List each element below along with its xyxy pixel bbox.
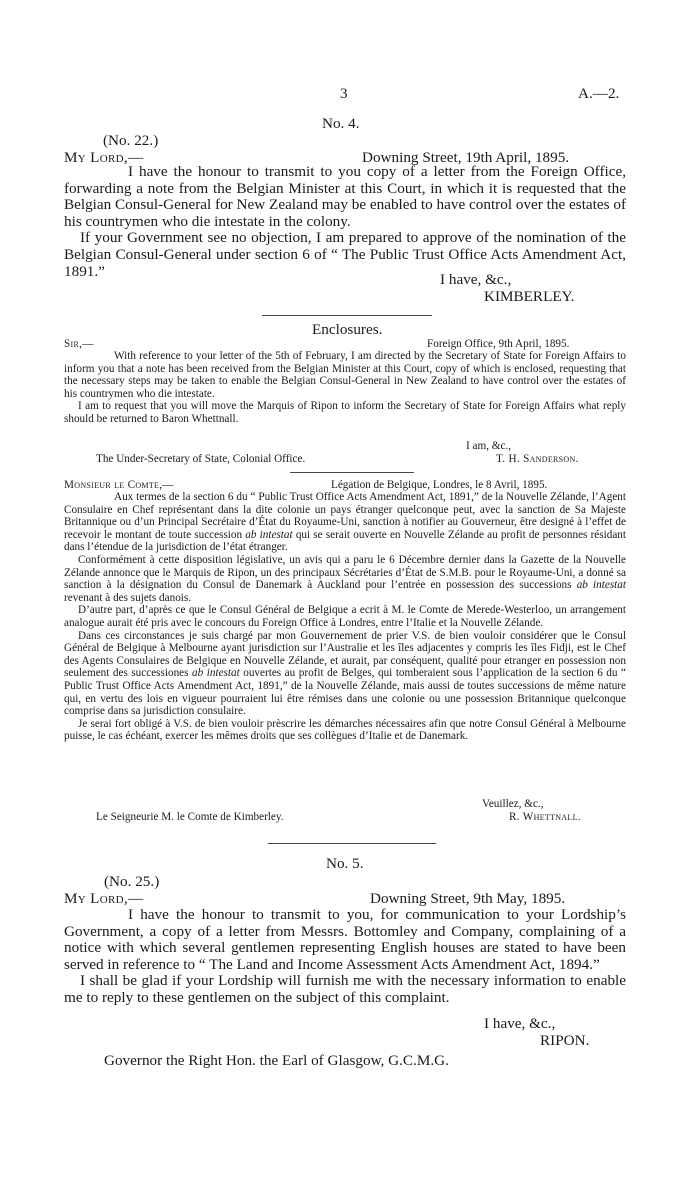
addressee-enclosure2: Le Seigneurie M. le Comte de Kimberley. <box>96 811 284 823</box>
paragraph: I have the honour to transmit to you copy of a letter from the Foreign Office, forwarding a note from the Belgian Minister at this Court, in which it is requested that the Belgian Consul-General for New Zealand may be enabled to have control over the estates of his countrymen who die intestate in the colony. <box>64 163 626 230</box>
letter-body-enclosure1 <box>64 350 626 426</box>
page-number: 3 <box>340 85 348 102</box>
letter-body-no4 <box>64 164 626 280</box>
enclosures-heading: Enclosures. <box>312 321 383 338</box>
paragraph: I have the honour to transmit to you, for communication to your Lordship’s Government, a copy of a letter from Messrs. Bottomley and Company, complaining of a notice with which several gentlemen representing English houses are stated to have been served in reference to “ The Land and Income Assessment Acts Amendment Act, 1894.” <box>64 906 626 973</box>
paragraph: D’autre part, d’après ce que le Consul Général de Belgique a ecrit à M. le Comte de Merede-Westerloo, un arrangement analogue aurait été pris avec le concours du Foreign Office à Londres, entre l’Italie et la Nouvelle Zélande. <box>64 604 626 629</box>
paragraph: Conformément à cette disposition législative, un avis qui a paru le 6 Décembre dernier dans la Gazette de la Nouvelle Zélande annonce que le Marquis de Ripon, un des principaux Sécrétaries d’État de S.M.B. pour le Royaume-Uni, a donné sa sanction à la désignation du Consul de Danemark à Auckland pour l’entrée en possession des successions ab intestat revenant à des sujets danois. <box>64 553 626 604</box>
signature-enclosure1: T. H. Sanderson. <box>496 453 579 465</box>
salutation-no5: My Lord,— <box>64 890 144 907</box>
addressee-no5: Governor the Right Hon. the Earl of Glasgow, G.C.M.G. <box>104 1052 449 1069</box>
divider <box>262 315 432 316</box>
dispatch-number-no4: (No. 22.) <box>103 132 159 149</box>
place-date-no4: Downing Street, 19th April, 1895. <box>362 149 570 166</box>
place-date-enclosure1: Foreign Office, 9th April, 1895. <box>427 338 570 350</box>
divider <box>290 472 414 473</box>
paragraph: I shall be glad if your Lordship will furnish me with the necessary information to enable me to reply to these gentlemen on the subject of this complaint. <box>64 972 626 1006</box>
paragraph: Dans ces circonstances je suis chargé par mon Gouvernement de prier V.S. de bien vouloir considérer que le Consul Général de Belgique à Melbourne ayant jurisdiction sur l’Australie et les îles adjacentes y compris les îles Fidji, est le Chef des Agents Consulaires de Belgique en Nouvelle Zélande, et aurait, par conséquent, qualité pour etranger en possession non seulement des successiones ab intestat ouvertes au profit de Belges, qui tomberaient sous l’application de la section 6 du “ Public Trust Office Acts Amendment Act, 1891,” de la Nouvelle Zélande, mais aussi de toutes successions de même nature qui, en vertu des lois en vigueur pourraient lui être rémises dans une colonie ou une possession Britannique quelconque comprise dans sa jurisdiction consulaire. <box>64 629 626 718</box>
place-date-no5: Downing Street, 9th May, 1895. <box>370 890 566 907</box>
dispatch-heading-no4: No. 4. <box>322 115 360 132</box>
paragraph: With reference to your letter of the 5th of February, I am directed by the Secretary of State for Foreign Affairs to inform you that a note has been received from the Belgian Minister at this Court, copy of which is enclosed, requesting that the necessary steps may be taken to enable the Belgian Consul-General in New Zealand to have control over the estates of his countrymen who die intestate. <box>64 350 626 400</box>
dispatch-heading-no5: No. 5. <box>326 855 364 872</box>
salutation-enclosure2: Monsieur le Comte,— <box>64 479 174 491</box>
signature-no4: KIMBERLEY. <box>484 288 575 305</box>
closing-no5: I have, &c., <box>484 1015 556 1032</box>
paragraph: If your Government see no objection, I am prepared to approve of the nomination of the Belgian Consul-General under section 6 of “ The Public Trust Office Acts Amendment Act, 1891.” <box>64 229 626 280</box>
closing-enclosure1: I am, &c., <box>466 440 512 452</box>
letter-body-enclosure2 <box>64 491 626 743</box>
salutation-no4: My Lord,— <box>64 149 144 166</box>
signature-no5: RIPON. <box>540 1032 590 1049</box>
salutation-enclosure1: Sir,— <box>64 338 94 350</box>
document-reference: A.—2. <box>578 85 620 102</box>
addressee-enclosure1: The Under-Secretary of State, Colonial Office. <box>96 453 306 465</box>
letter-body-no5 <box>64 907 626 1007</box>
paragraph: Je serai fort obligé à V.S. de bien vouloir prèscrire les démarches nécessaires afin que notre Consul Général à Melbourne puisse, le cas échéant, exercer les mêmes droits que ses collègues d’Italie et de Danemark. <box>64 717 626 743</box>
closing-enclosure2: Veuillez, &c., <box>482 798 544 810</box>
dispatch-number-no5: (No. 25.) <box>104 873 160 890</box>
divider <box>268 843 436 844</box>
closing-no4: I have, &c., <box>440 271 512 288</box>
place-date-enclosure2: Légation de Belgique, Londres, le 8 Avril, 1895. <box>331 479 548 491</box>
paragraph: Aux termes de la section 6 du “ Public Trust Office Acts Amendment Act, 1891,” de la Nouvelle Zélande, l’Agent Consulaire en Chef représentant dans la dite colonie un pays étranger quelconque peut, avec la sanction de Sa Majeste Britannique ou d’un Principal Secrétaire d’État du Royaume-Uni, sanction à notifier au Gouverneur, être designé à l’effet de recevoir le montant de toute succession ab intestat qui se serait ouverte en Nouvelle Zélande au profit de personnes résidant dans l’étendue de la jurisdiction de l’état étranger. <box>64 491 626 554</box>
paragraph: I am to request that you will move the Marquis of Ripon to inform the Secretary of State for Foreign Affairs what reply should be returned to Baron Whettnall. <box>64 400 626 425</box>
signature-enclosure2: R. Whettnall. <box>509 811 581 823</box>
